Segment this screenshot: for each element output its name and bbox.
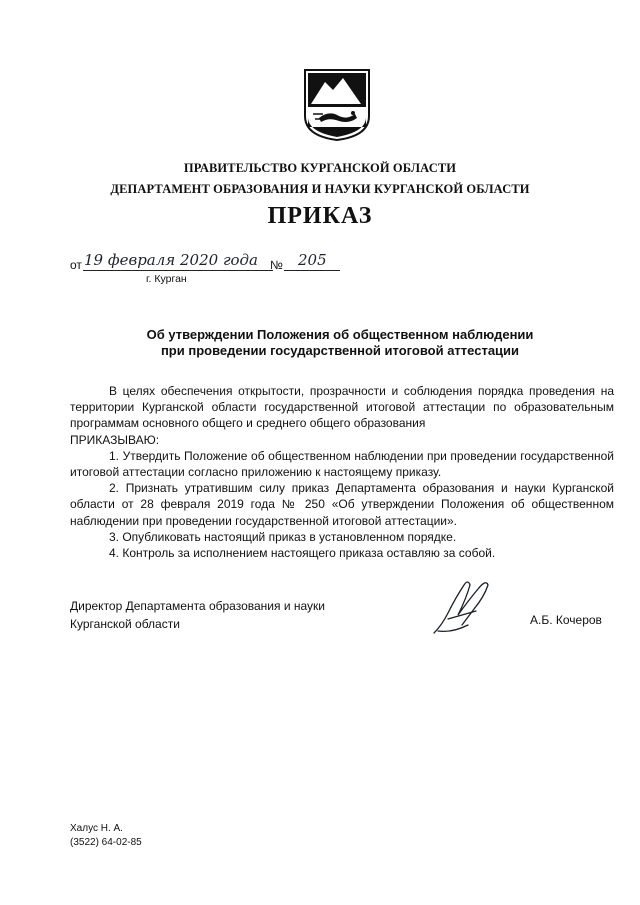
document-type-heading: ПРИКАЗ bbox=[267, 203, 373, 229]
signer-position bbox=[70, 597, 325, 633]
executor-phone: (3522) 64-02-85 bbox=[70, 837, 142, 848]
executor-contact bbox=[70, 822, 142, 850]
date-underline bbox=[83, 270, 273, 271]
handwritten-signature bbox=[428, 575, 508, 637]
order-title-line2: при проведении государственной итоговой аттестации bbox=[160, 343, 520, 358]
handwritten-date: 19 февраля 2020 года bbox=[84, 251, 259, 269]
date-number-line bbox=[70, 251, 350, 274]
order-item: 3. Опубликовать настоящий приказ в установленном порядке. bbox=[109, 529, 457, 544]
department-name: ДЕПАРТАМЕНТ ОБРАЗОВАНИЯ И НАУКИ КУРГАНСКОЙ ОБЛАСТИ bbox=[110, 182, 530, 196]
order-title-line1: Об утверждении Положения об общественном наблюдении bbox=[146, 327, 534, 342]
from-label: от bbox=[70, 258, 82, 272]
number-underline bbox=[284, 270, 340, 271]
government-name: ПРАВИТЕЛЬСТВО КУРГАНСКОЙ ОБЛАСТИ bbox=[183, 161, 457, 175]
signer-position-line1: Директор Департамента образования и науки bbox=[70, 599, 325, 613]
order-item: 1. Утвердить Положение об общественном наблюдении при проведении государственной итоговой аттестации согласно приложению к настоящему приказу. bbox=[70, 448, 614, 480]
coat-of-arms-emblem bbox=[301, 66, 373, 142]
signer-name: А.Б. Кочеров bbox=[530, 613, 602, 627]
number-label: № bbox=[270, 258, 283, 272]
order-item: 4. Контроль за исполнением настоящего приказа оставляю за собой. bbox=[109, 546, 496, 561]
handwritten-number: 205 bbox=[298, 251, 327, 269]
city-label: г. Курган bbox=[146, 273, 187, 285]
executor-name: Халус Н. А. bbox=[70, 823, 123, 834]
order-body bbox=[70, 383, 614, 561]
signer-position-line2: Курганской области bbox=[70, 617, 180, 631]
order-keyword: ПРИКАЗЫВАЮ: bbox=[70, 432, 160, 447]
order-item: 2. Признать утратившим силу приказ Департамента образования и науки Курганской области от 28 февраля 2019 года № 250 «Об утверждении Положения об общественном наблюдении при проведении государственной итоговой аттестации». bbox=[70, 481, 614, 528]
preamble-paragraph: В целях обеспечения открытости, прозрачности и соблюдения порядка проведения на территории Курганской области государственной итоговой аттестации по образовательным программам основного общего и среднего общего образования bbox=[70, 384, 614, 431]
